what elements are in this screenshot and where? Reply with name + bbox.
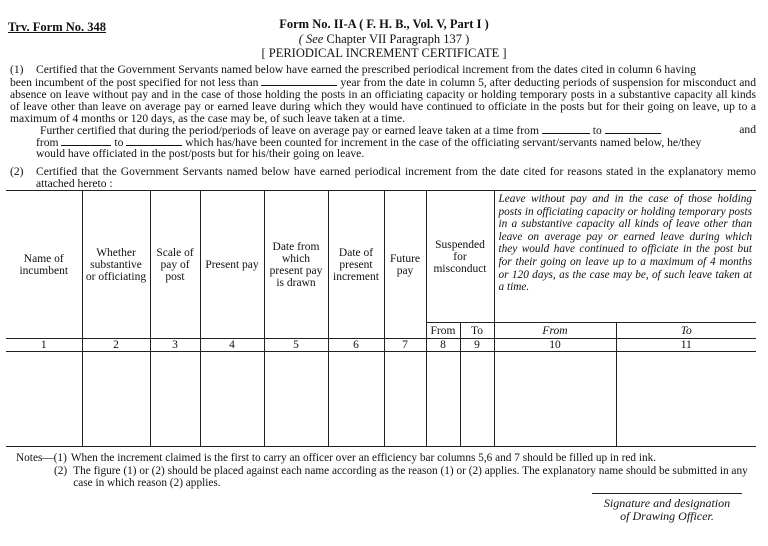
notes [16,452,756,490]
cell-future-pay[interactable] [384,352,426,447]
paragraph-1-line2b: year from the date in column 5, after deducting periods of suspension for [340,76,680,89]
paragraph-1-body [10,76,756,125]
second-to-blank[interactable] [126,136,182,146]
header-leave-note: Leave without pay and in the case of those holding posts in officiating capacity or holding temporary posts in a substantive capacity all kinds of leave other than leave on average pay or earned leave during which they would have continued to officiate in the post but for their going on leave up to a maximum of 4 months or 120 days, as the case may be, of such leave taken at a time. [494,191,756,323]
from-to-label: to [114,136,124,149]
header-date-from: Date from which present pay is drawn [264,191,328,339]
column-number: 5 [264,339,328,352]
column-number: 4 [200,339,264,352]
paragraph-1-number: (1) [10,63,24,76]
note-2: The figure (1) or (2) should be placed against each name according as the reason (1) or (2) applies. The explanatory name should be submitted in any case in which reason (2) applies. [73,464,748,489]
reference-prefix: ( See [298,32,324,46]
paragraph-1-line2a: been incumbent of the post specified for not less than [10,76,259,89]
header-suspended-from: From [426,323,460,339]
cell-leave-to[interactable] [616,352,756,447]
signature-block [592,497,742,523]
further-text-a: Further certified that during the period/periods of leave on average pay or earned leave taken at a time from [40,124,539,137]
header-leave-from: From [494,323,616,339]
increment-table [6,190,756,447]
column-number: 8 [426,339,460,352]
leave-from-blank[interactable] [542,124,590,134]
paragraph-2-number: (2) [10,165,24,178]
header-future-pay: Future pay [384,191,426,339]
from-label: from [36,136,59,149]
signature-line2: of Drawing Officer. [620,509,714,523]
cell-leave-from[interactable] [494,352,616,447]
table-row [6,352,756,447]
header-date-increment: Date of present increment [328,191,384,339]
column-number: 6 [328,339,384,352]
column-number: 7 [384,339,426,352]
header-suspended-to: To [460,323,494,339]
cell-whether[interactable] [82,352,150,447]
paragraph-1-line1: Certified that the Government Servants named below have earned the prescribed periodical increment from the dates cited in column 6 having [36,63,696,76]
cell-suspended-to[interactable] [460,352,494,447]
cell-name[interactable] [6,352,82,447]
form-title: Form No. II-A ( F. H. B., Vol. V, Part I ) [279,17,489,31]
header-suspended: Suspended for misconduct [426,191,494,323]
leave-to-blank[interactable] [605,124,661,134]
header-leave-to: To [616,323,756,339]
signature-line [592,493,742,494]
header-scale: Scale of pay of post [150,191,200,339]
column-number: 10 [494,339,616,352]
paragraph-1-rest: misconduct and absence on leave without pay and in the case of those holding the posts in an officiating capacity or holding temporary posts in a substantive capacity all kinds of leave other than leave on average pay or earned leave during which they would have continued to officiate in the posts but for their going on leave, up to a maximum of 4 months or 120 days, as the case may be, of such leave taken at a time. [10,76,757,125]
form-number: Trv. Form No. 348 [8,20,107,34]
header-name: Name of incumbent [6,191,82,339]
column-number: 9 [460,339,494,352]
reference-rest: Chapter VII Paragraph 137 ) [326,32,470,46]
further-text-b: which has/have been counted for increment in the case of the officiating servant/servants named below, he/they [185,136,702,149]
second-from-blank[interactable] [61,136,111,146]
notes-label: Notes—(1) [16,452,67,464]
header-whether: Whether substantive or officiating [82,191,150,339]
column-number: 1 [6,339,82,352]
column-number: 11 [616,339,756,352]
signature-line1: Signature and designation [603,496,731,510]
years-blank[interactable] [261,76,337,86]
further-and: and [739,123,756,136]
further-text-c: would have officiated in the post/posts but for his/their going on leave. [36,147,365,160]
column-number: 3 [150,339,200,352]
further-to: to [592,124,602,137]
cell-suspended-from[interactable] [426,352,460,447]
header-present-pay: Present pay [200,191,264,339]
paragraph-2-text: Certified that the Government Servants named below have earned periodical increment from the date cited for reasons stated in the explanatory memo attached hereto : [36,165,756,190]
cell-date-from[interactable] [264,352,328,447]
form-reference [0,32,768,47]
cell-present-pay[interactable] [200,352,264,447]
note-2-number: (2) [54,464,68,477]
column-number: 2 [82,339,150,352]
note-1: When the increment claimed is the first to carry an officer over an efficiency bar columns 5,6 and 7 should be filled up in red ink. [70,452,657,464]
paragraph-2 [0,166,762,192]
cell-date-increment[interactable] [328,352,384,447]
cell-scale[interactable] [150,352,200,447]
certificate-subtitle: [ PERIODICAL INCREMENT CERTIFICATE ] [261,46,507,60]
